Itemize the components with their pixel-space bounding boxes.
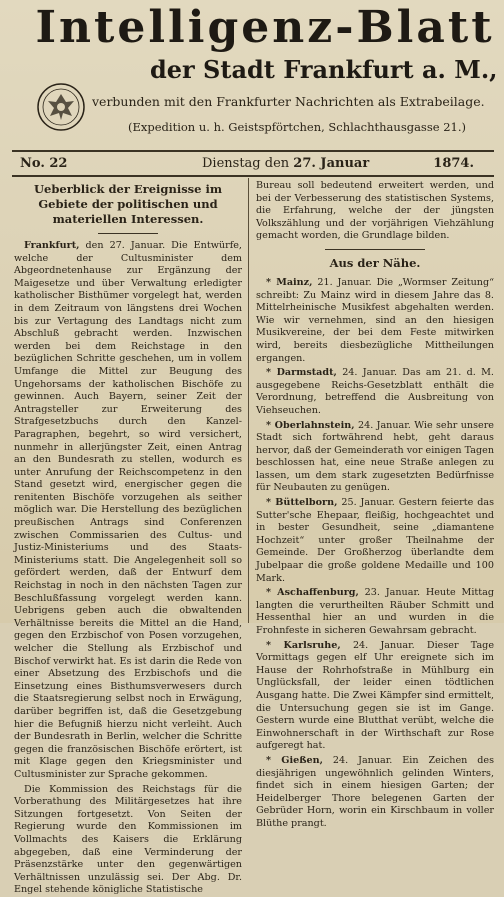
newspaper-subtitle: der Stadt Frankfurt a. M.,	[150, 55, 498, 84]
left-column	[14, 180, 242, 896]
news-item	[256, 277, 494, 365]
left-column-heading: Ueberblick der Ereignisse im Gebiete der politischen und materiellen Interessen.	[33, 182, 223, 226]
news-item	[256, 420, 494, 496]
city-seal-icon	[36, 82, 86, 132]
expedition-line: (Expedition u. h. Geistspförtchen, Schlachthausgasse 21.)	[128, 120, 466, 134]
news-item	[256, 640, 494, 753]
newspaper-title: Intelligenz-Blatt	[35, 2, 495, 53]
article-paragraph	[14, 784, 242, 897]
affiliation-line: verbunden mit den Frankfurter Nachrichten als Extrabeilage.	[92, 94, 485, 109]
column-divider	[248, 178, 249, 623]
news-item-dateline: * Oberlahnstein,	[266, 419, 355, 431]
news-item-text: 24. Januar. Ein Zeichen des diesjährigen ungewöhnlich gelinden Winters, findet sich in einem hiesigen Garten; der Heidelberger Thore belegenen Garten der Gebrüder Horn, worin ein Kirschbaum in voller Blüthe prangt.	[256, 754, 494, 829]
news-item-text: 25. Januar. Gestern feierte das Sutter'sche Ehepaar, fleißig, hochgeachtet und in bester Gesundheit, seine „diamantene Hochzeit“ unter großer Theilnahme der Gemeinde. Der Großherzog überlandte dem Jubelpaar die große goldene Medaille und 100 Mark.	[256, 497, 494, 584]
news-item-text: 24. Januar. Dieser Tage Vormittags gegen elf Uhr ereignete sich im Hause der Rohrhofstraße in Mühlburg ein Unglücksfall, der leider einen tödtlichen Ausgang hatte. Die Zwei Kämpfer sind ermittelt, die Untersuchung gegen sie ist im Gange. Gestern wurde eine Blutthat verübt, welche die Einwohnerschaft in der Wirthschaft zur Rose aufgeregt hat.	[256, 639, 494, 752]
heading-rule	[98, 233, 158, 234]
news-item	[256, 497, 494, 585]
article-paragraph	[14, 240, 242, 782]
issue-line	[12, 154, 494, 174]
news-item-text: 24. Januar. Das am 21. d. M. ausgegebene Reichs-Gesetzblatt enthält die Verordnung, betreffend die Ausbreitung von Viehseuchen.	[256, 367, 494, 416]
news-item-dateline: * Darmstadt,	[266, 367, 337, 379]
news-item	[256, 755, 494, 831]
masthead	[0, 0, 504, 150]
section-heading: Aus der Nähe.	[329, 255, 421, 270]
news-item	[256, 367, 494, 417]
section-rule	[325, 249, 425, 250]
masthead-rule-top	[12, 150, 494, 152]
news-item-dateline: * Büttelborn,	[266, 497, 338, 509]
issue-number: No. 22	[20, 156, 68, 171]
news-item-dateline: * Karlsruhe,	[266, 639, 341, 651]
news-item-dateline: * Mainz,	[266, 276, 313, 288]
paragraph-lead: Frankfurt,	[24, 240, 80, 251]
news-item	[256, 587, 494, 637]
paragraph-text: den 27. Januar. Die Entwürfe, welche der Cultusminister dem Abgeordnetenhause zur Ergänzung der Maigesetze und über Verwaltung erledigter katholischer Bisthümer vorgelegt hat, werden in dem Zeitraum von längstens drei Wochen bis zur Vertagung des Landtags nicht zum Abschluß gebracht werden. Inzwischen werden bei dem Reichstage in den bezüglichen Schritte geschehen, um in vollem Umfange die Mittel zur Beugung des Ungehorsams der katholischen Bischöfe zu gewinnen. Auch Bayern, seiner Zeit der Antragsteller zur Erweiterung des Strafgesetzbuchs durch den Kanzel-Paragraphen, begehrt, so wird versichert, nunmehr in allerjüngster Zeit, einen Antrag an den Bundesrath zu stellen, wodurch es unter Anrufung der Reichscompetenz in den Stand gesetzt wird, energischer gegen die renitenten Bischöfe vorzugehen als seither möglich war. Die Herstellung des bezüglichen preußischen Antrags sind Conferenzen zwischen Commissarien des Cultus- und Justiz-Ministeriums und des Staats-Ministeriums statt. Die Angelegenheit soll so gefördert werden, daß der Entwurf dem Reichstag in noch in den nächsten Tagen zur Beschlußfassung vorgelegt werden kann. Uebrigens geben auch die obwaltenden Verhältnisse bereits die Mittel an die Hand, gegen den Erzbischof von Posen vorzugehen, welcher die Stellung als Erzbischof und Bischof verwirkt hat. Es ist darin die Rede von einer Absetzung des Erzbischofs und die Einsetzung eines Bisthumsverwesers durch die Staatsregierung selbst noch in Erwägung, darüber begriffen ist, daß die Gesetzgebung hier die Befugniß hierzu nicht verleiht. Auch der Bundesrath in Berlin, welcher die Schritte gegen die französischen Bischöfe erörtert, ist mit Klage gegen den Kriegsminister und Cultusminister zur Sprache gekommen.	[14, 240, 242, 780]
right-column	[256, 180, 494, 829]
issue-weekday: Dienstag den	[202, 156, 290, 171]
news-item-dateline: * Aschaffenburg,	[266, 587, 359, 599]
masthead-rule-bottom	[12, 175, 494, 177]
issue-day-month: 27. Januar	[293, 156, 370, 171]
issue-date	[202, 156, 369, 171]
right-column-intro: Bureau soll bedeutend erweitert werden, und bei der Verbesserung des statistischen Systems, die Erfahrung, welche der der jüngsten Volkszählung und der vorjährigen Viehzählung gemacht worden, die Grundlage bilden.	[256, 180, 494, 242]
paragraph-text: Die Kommission des Reichstags für die Vorberathung des Militärgesetzes hat ihre Sitzungen fortgesetzt. Von Seiten der Regierung wurde den Kommissionen im Vollmachts des Kaisers die Erklärung abgegeben, daß eine Verminderung der Präsenzstärke unter den gegenwärtigen Verhältnissen unzulässig sei. Der Abg. Dr. Engel stehende königliche Statistische	[14, 783, 242, 896]
news-item-text: 24. Januar. Wie sehr unsere Stadt sich fortwährend hebt, geht daraus hervor, daß der Gemeinderath vor einigen Tagen beschlossen hat, eine neue Straße anlegen zu lassen, um dem stark zugesetzten Bedürfnisse für Neubauten zu genügen.	[256, 419, 494, 494]
news-item-text: 21. Januar. Die „Wormser Zeitung“ schreibt: Zu Mainz wird in diesem Jahre das 8. Mittelrheinische Musikfest abgehalten werden. Wie wir vernehmen, sind an den hiesigen Musikvereine, der bei dem Feste mitwirken wird, bereits diesbezügliche Mittheilungen ergangen.	[256, 276, 494, 364]
news-item-dateline: * Gießen,	[266, 754, 323, 766]
issue-year: 1874.	[433, 156, 474, 171]
news-item-text: 23. Januar. Heute Mittag langten die verurtheilten Räuber Schmitt und Hessenthal hier an und wurden in die Frohnfeste in sicheren Gewahrsam gebracht.	[256, 587, 494, 636]
